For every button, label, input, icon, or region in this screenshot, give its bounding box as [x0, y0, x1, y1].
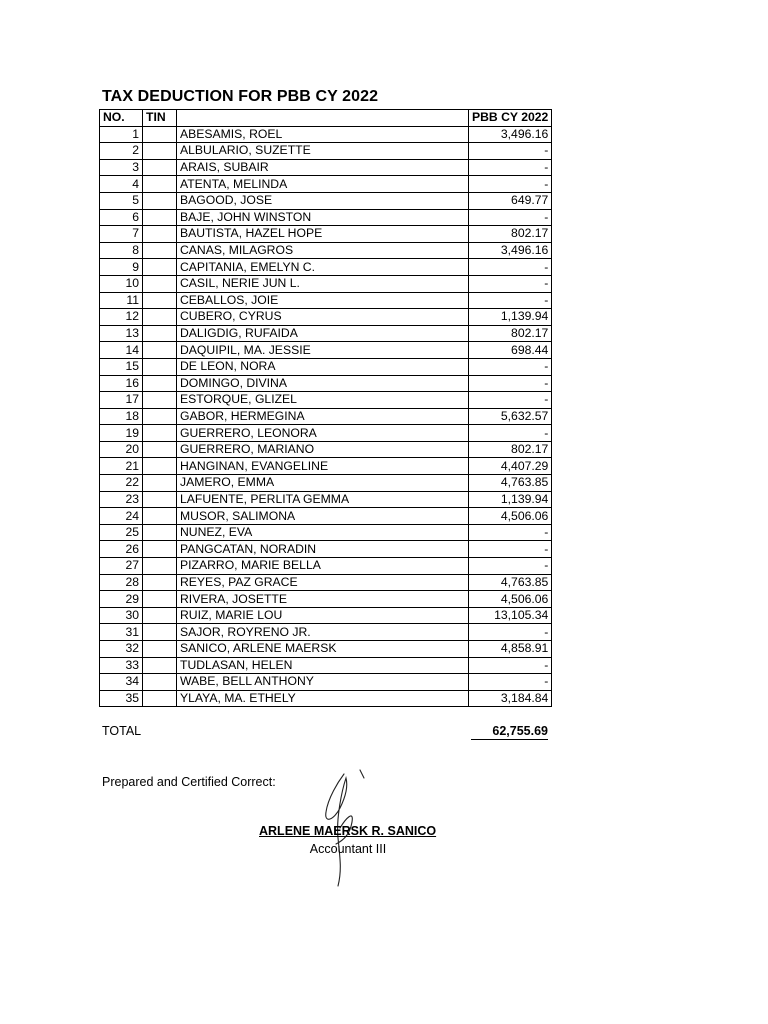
row-amount: 13,105.34: [469, 607, 552, 624]
row-tin: [143, 624, 177, 641]
row-amount: 802.17: [469, 325, 552, 342]
header-no: NO.: [100, 110, 143, 127]
header-amount: PBB CY 2022: [469, 110, 552, 127]
row-tin: [143, 541, 177, 558]
row-tin: [143, 358, 177, 375]
table-row: [100, 209, 552, 226]
row-number: 15: [100, 358, 143, 375]
row-tin: [143, 441, 177, 458]
row-number: 14: [100, 342, 143, 359]
row-name: ARAIS, SUBAIR: [177, 159, 469, 176]
row-tin: [143, 325, 177, 342]
row-number: 33: [100, 657, 143, 674]
row-name: DE LEON, NORA: [177, 358, 469, 375]
row-name: DAQUIPIL, MA. JESSIE: [177, 342, 469, 359]
row-amount: 3,496.16: [469, 126, 552, 143]
table-row: [100, 558, 552, 575]
row-name: ABESAMIS, ROEL: [177, 126, 469, 143]
row-name: GUERRERO, LEONORA: [177, 425, 469, 442]
row-tin: [143, 143, 177, 160]
row-name: BAJE, JOHN WINSTON: [177, 209, 469, 226]
table-row: [100, 242, 552, 259]
row-amount: -: [469, 541, 552, 558]
row-number: 30: [100, 607, 143, 624]
row-name: NUNEZ, EVA: [177, 524, 469, 541]
table-row: [100, 607, 552, 624]
row-name: TUDLASAN, HELEN: [177, 657, 469, 674]
row-tin: [143, 641, 177, 658]
row-number: 28: [100, 574, 143, 591]
table-row: [100, 591, 552, 608]
row-tin: [143, 657, 177, 674]
row-number: 9: [100, 259, 143, 276]
row-name: BAUTISTA, HAZEL HOPE: [177, 226, 469, 243]
row-tin: [143, 226, 177, 243]
table-row: [100, 176, 552, 193]
table-row: [100, 126, 552, 143]
row-amount: 1,139.94: [469, 491, 552, 508]
table-row: [100, 375, 552, 392]
row-number: 23: [100, 491, 143, 508]
row-number: 10: [100, 275, 143, 292]
row-number: 3: [100, 159, 143, 176]
row-amount: -: [469, 657, 552, 674]
row-number: 35: [100, 690, 143, 707]
deduction-table: [99, 109, 552, 707]
header-name: [177, 110, 469, 127]
row-number: 24: [100, 508, 143, 525]
table-row: [100, 226, 552, 243]
row-tin: [143, 309, 177, 326]
row-tin: [143, 690, 177, 707]
table-row: [100, 392, 552, 409]
table-row: [100, 541, 552, 558]
row-number: 25: [100, 524, 143, 541]
row-amount: -: [469, 143, 552, 160]
row-tin: [143, 375, 177, 392]
row-tin: [143, 491, 177, 508]
row-name: WABE, BELL ANTHONY: [177, 674, 469, 691]
row-number: 17: [100, 392, 143, 409]
row-amount: -: [469, 375, 552, 392]
row-amount: 4,763.85: [469, 574, 552, 591]
total-label: TOTAL: [102, 724, 142, 738]
table-row: [100, 408, 552, 425]
row-number: 16: [100, 375, 143, 392]
table-body: [100, 126, 552, 707]
row-number: 31: [100, 624, 143, 641]
row-tin: [143, 392, 177, 409]
signatory-name: ARLENE MAERSK R. SANICO: [259, 824, 437, 838]
table-row: [100, 524, 552, 541]
row-amount: -: [469, 209, 552, 226]
table-row: [100, 624, 552, 641]
row-amount: 3,184.84: [469, 690, 552, 707]
row-tin: [143, 176, 177, 193]
row-amount: -: [469, 524, 552, 541]
row-amount: -: [469, 558, 552, 575]
row-number: 22: [100, 475, 143, 492]
row-name: JAMERO, EMMA: [177, 475, 469, 492]
row-amount: 4,407.29: [469, 458, 552, 475]
row-amount: -: [469, 176, 552, 193]
header-tin: TIN: [143, 110, 177, 127]
table-row: [100, 325, 552, 342]
row-tin: [143, 475, 177, 492]
table-row: [100, 143, 552, 160]
row-name: ATENTA, MELINDA: [177, 176, 469, 193]
row-tin: [143, 458, 177, 475]
row-name: CANAS, MILAGROS: [177, 242, 469, 259]
row-name: BAGOOD, JOSE: [177, 192, 469, 209]
row-name: SANICO, ARLENE MAERSK: [177, 641, 469, 658]
table-row: [100, 491, 552, 508]
table-row: [100, 641, 552, 658]
row-name: SAJOR, ROYRENO JR.: [177, 624, 469, 641]
row-number: 26: [100, 541, 143, 558]
row-tin: [143, 607, 177, 624]
table-row: [100, 674, 552, 691]
row-tin: [143, 508, 177, 525]
row-name: GABOR, HERMEGINA: [177, 408, 469, 425]
row-amount: -: [469, 624, 552, 641]
row-number: 20: [100, 441, 143, 458]
row-name: GUERRERO, MARIANO: [177, 441, 469, 458]
row-name: PIZARRO, MARIE BELLA: [177, 558, 469, 575]
row-name: CEBALLOS, JOIE: [177, 292, 469, 309]
row-number: 7: [100, 226, 143, 243]
row-number: 32: [100, 641, 143, 658]
row-tin: [143, 408, 177, 425]
row-amount: 4,506.06: [469, 591, 552, 608]
signatory-title: Accountant III: [309, 842, 387, 856]
row-tin: [143, 126, 177, 143]
table-row: [100, 657, 552, 674]
row-number: 11: [100, 292, 143, 309]
row-tin: [143, 275, 177, 292]
row-tin: [143, 159, 177, 176]
row-amount: 698.44: [469, 342, 552, 359]
table-row: [100, 574, 552, 591]
row-tin: [143, 292, 177, 309]
table-row: [100, 292, 552, 309]
page-title: TAX DEDUCTION FOR PBB CY 2022: [102, 88, 379, 105]
row-tin: [143, 259, 177, 276]
row-amount: -: [469, 392, 552, 409]
row-tin: [143, 342, 177, 359]
table-row: [100, 425, 552, 442]
row-tin: [143, 242, 177, 259]
table-row: [100, 259, 552, 276]
row-amount: -: [469, 292, 552, 309]
row-tin: [143, 674, 177, 691]
prepared-label: Prepared and Certified Correct:: [102, 775, 276, 789]
row-name: PANGCATAN, NORADIN: [177, 541, 469, 558]
row-number: 29: [100, 591, 143, 608]
row-number: 5: [100, 192, 143, 209]
table-row: [100, 690, 552, 707]
row-amount: 802.17: [469, 226, 552, 243]
row-amount: 4,506.06: [469, 508, 552, 525]
row-number: 8: [100, 242, 143, 259]
row-tin: [143, 192, 177, 209]
row-number: 1: [100, 126, 143, 143]
row-name: DOMINGO, DIVINA: [177, 375, 469, 392]
row-name: RIVERA, JOSETTE: [177, 591, 469, 608]
table-row: [100, 475, 552, 492]
table-row: [100, 192, 552, 209]
row-tin: [143, 425, 177, 442]
table-row: [100, 358, 552, 375]
row-name: HANGINAN, EVANGELINE: [177, 458, 469, 475]
row-name: MUSOR, SALIMONA: [177, 508, 469, 525]
row-number: 2: [100, 143, 143, 160]
row-amount: 3,496.16: [469, 242, 552, 259]
row-name: CASIL, NERIE JUN L.: [177, 275, 469, 292]
row-number: 4: [100, 176, 143, 193]
row-number: 18: [100, 408, 143, 425]
row-amount: 802.17: [469, 441, 552, 458]
row-amount: -: [469, 159, 552, 176]
table-row: [100, 309, 552, 326]
row-name: ALBULARIO, SUZETTE: [177, 143, 469, 160]
row-tin: [143, 558, 177, 575]
row-amount: -: [469, 674, 552, 691]
row-number: 27: [100, 558, 143, 575]
row-amount: -: [469, 358, 552, 375]
row-number: 12: [100, 309, 143, 326]
row-name: CUBERO, CYRUS: [177, 309, 469, 326]
table-row: [100, 342, 552, 359]
table-header-row: [100, 110, 552, 127]
row-name: RUIZ, MARIE LOU: [177, 607, 469, 624]
table-row: [100, 458, 552, 475]
table-row: [100, 441, 552, 458]
row-number: 19: [100, 425, 143, 442]
row-tin: [143, 591, 177, 608]
row-amount: 5,632.57: [469, 408, 552, 425]
row-number: 21: [100, 458, 143, 475]
row-name: REYES, PAZ GRACE: [177, 574, 469, 591]
row-name: ESTORQUE, GLIZEL: [177, 392, 469, 409]
row-amount: 4,858.91: [469, 641, 552, 658]
row-name: LAFUENTE, PERLITA GEMMA: [177, 491, 469, 508]
table-row: [100, 508, 552, 525]
row-amount: -: [469, 275, 552, 292]
row-number: 6: [100, 209, 143, 226]
table-row: [100, 275, 552, 292]
row-number: 34: [100, 674, 143, 691]
row-name: YLAYA, MA. ETHELY: [177, 690, 469, 707]
row-amount: 1,139.94: [469, 309, 552, 326]
row-amount: 649.77: [469, 192, 552, 209]
row-tin: [143, 574, 177, 591]
row-name: DALIGDIG, RUFAIDA: [177, 325, 469, 342]
total-value: 62,755.69: [471, 724, 548, 740]
row-number: 13: [100, 325, 143, 342]
row-amount: -: [469, 259, 552, 276]
row-tin: [143, 524, 177, 541]
row-tin: [143, 209, 177, 226]
row-name: CAPITANIA, EMELYN C.: [177, 259, 469, 276]
row-amount: -: [469, 425, 552, 442]
table-row: [100, 159, 552, 176]
row-amount: 4,763.85: [469, 475, 552, 492]
